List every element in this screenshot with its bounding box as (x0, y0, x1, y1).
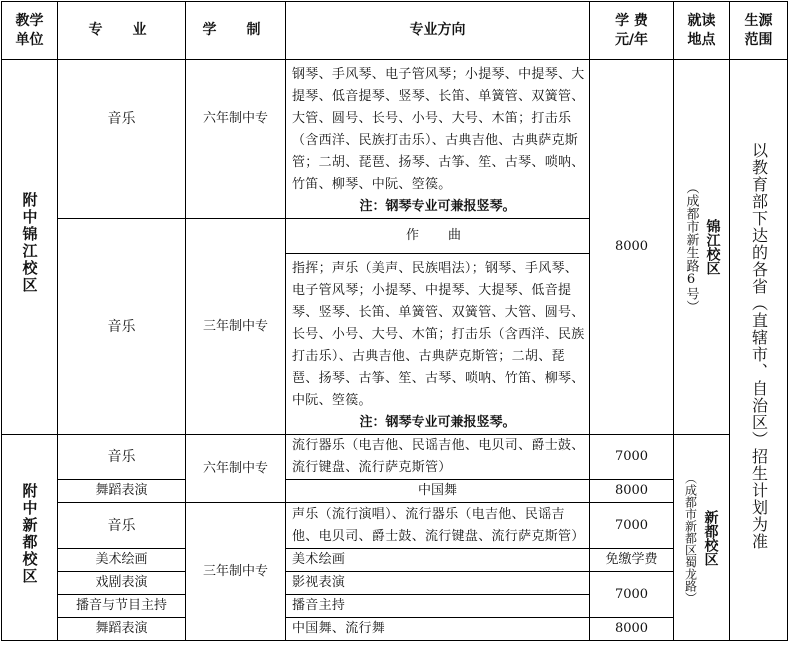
xindu-unit: 附中新都校区 (20, 482, 39, 585)
xindu-direction-7: 中国舞、流行舞 (286, 618, 590, 641)
jinjiang-location-addr: （成都市新生路6号） (683, 181, 699, 313)
header-row (2, 2, 788, 60)
xindu-row-5 (2, 572, 788, 595)
xindu-major-5: 戏剧表演 (58, 572, 186, 595)
xindu-major-1: 音乐 (58, 435, 186, 480)
jinjiang-direction-2-text: 指挥；声乐（美声、民族唱法）；钢琴、手风琴、电子管风琴；小提琴、中提琴、大提琴、低音提琴、竖琴、长笛、单簧管、双簧管、大管、圆号、长号、小号、大号、木笛；打击乐（含西洋、民族打击乐）、古典吉他、古典萨克斯管；二胡、琵琶、扬琴、古筝、笙、古琴、唢呐、竹笛、柳琴、中阮、箜篌。 (292, 261, 585, 408)
xindu-row-4 (2, 549, 788, 572)
xindu-direction-1: 流行器乐（电吉他、民谣吉他、电贝司、爵士鼓、流行键盘、流行萨克斯管） (286, 435, 590, 480)
xindu-direction-2: 中国舞 (286, 480, 590, 503)
header-system: 学 制 (186, 2, 286, 60)
xindu-major-7: 舞蹈表演 (58, 618, 186, 641)
jinjiang-fee: 8000 (590, 60, 674, 435)
xindu-row-7 (2, 618, 788, 641)
xindu-row-2 (2, 480, 788, 503)
jinjiang-direction-1-text: 钢琴、手风琴、电子管风琴；小提琴、中提琴、大提琴、低音提琴、竖琴、长笛、单簧管、双簧管、大管、圆号、长号、小号、大号、木笛；打击乐（含西洋、民族打击乐）、古典吉他、古典萨克斯管；二胡、琵琶、扬琴、古筝、笙、古琴、唢呐、竹笛、柳琴、中阮、箜篌。 (292, 67, 585, 192)
jinjiang-row-six-year (2, 60, 788, 219)
jinjiang-major-1: 音乐 (58, 60, 186, 219)
xindu-direction-6: 播音主持 (286, 595, 590, 618)
jinjiang-note-2: 注：钢琴专业可兼报竖琴。 (359, 415, 516, 430)
jinjiang-location-cell (674, 60, 730, 435)
xindu-system-six: 六年制中专 (186, 435, 286, 503)
xindu-major-6: 播音与节目主持 (58, 595, 186, 618)
header-fee: 学 费 元/年 (590, 2, 674, 60)
jinjiang-direction-2 (286, 254, 590, 435)
header-direction: 专业方向 (286, 2, 590, 60)
xindu-major-4: 美术绘画 (58, 549, 186, 572)
source-scope-cell (730, 60, 788, 641)
jinjiang-unit-cell (2, 60, 58, 435)
xindu-row-3 (2, 503, 788, 549)
source-scope: 以教育部下达的各省（直辖市、自治区）招生计划为准 (749, 142, 769, 550)
xindu-major-2: 舞蹈表演 (58, 480, 186, 503)
jinjiang-note-1: 注：钢琴专业可兼报竖琴。 (359, 199, 516, 214)
xindu-fee-1: 7000 (590, 435, 674, 480)
xindu-location-cell (674, 435, 730, 641)
header-source: 生源范围 (730, 2, 788, 60)
xindu-direction-4: 美术绘画 (286, 549, 590, 572)
xindu-unit-cell (2, 435, 58, 641)
xindu-fee-3: 7000 (590, 503, 674, 549)
jinjiang-unit: 附中锦江校区 (20, 192, 39, 294)
enrollment-table (1, 1, 788, 641)
jinjiang-direction-2-title: 作 曲 (286, 219, 590, 254)
xindu-direction-3: 声乐（流行演唱）、流行器乐（电吉他、民谣吉他、电贝司、爵士鼓、流行键盘、流行萨克斯管） (286, 503, 590, 549)
jinjiang-direction-1 (286, 60, 590, 219)
xindu-fee-4: 免缴学费 (590, 549, 674, 572)
xindu-fee-2: 8000 (590, 480, 674, 503)
jinjiang-system-1: 六年制中专 (186, 60, 286, 219)
jinjiang-system-2: 三年制中专 (186, 219, 286, 435)
xindu-direction-5: 影视表演 (286, 572, 590, 595)
header-major: 专 业 (58, 2, 186, 60)
xindu-system-three: 三年制中专 (186, 503, 286, 641)
xindu-location-addr: （成都市新都区蜀龙路） (683, 471, 698, 604)
jinjiang-major-2: 音乐 (58, 219, 186, 435)
xindu-row-1 (2, 435, 788, 480)
jinjiang-location-name: 锦江校区 (704, 219, 721, 275)
xindu-fee-7: 8000 (590, 618, 674, 641)
xindu-major-3: 音乐 (58, 503, 186, 549)
header-location: 就读地点 (674, 2, 730, 60)
xindu-location-name: 新都校区 (702, 509, 719, 566)
header-unit: 教学单位 (2, 2, 58, 60)
xindu-fee-shared: 7000 (590, 572, 674, 618)
